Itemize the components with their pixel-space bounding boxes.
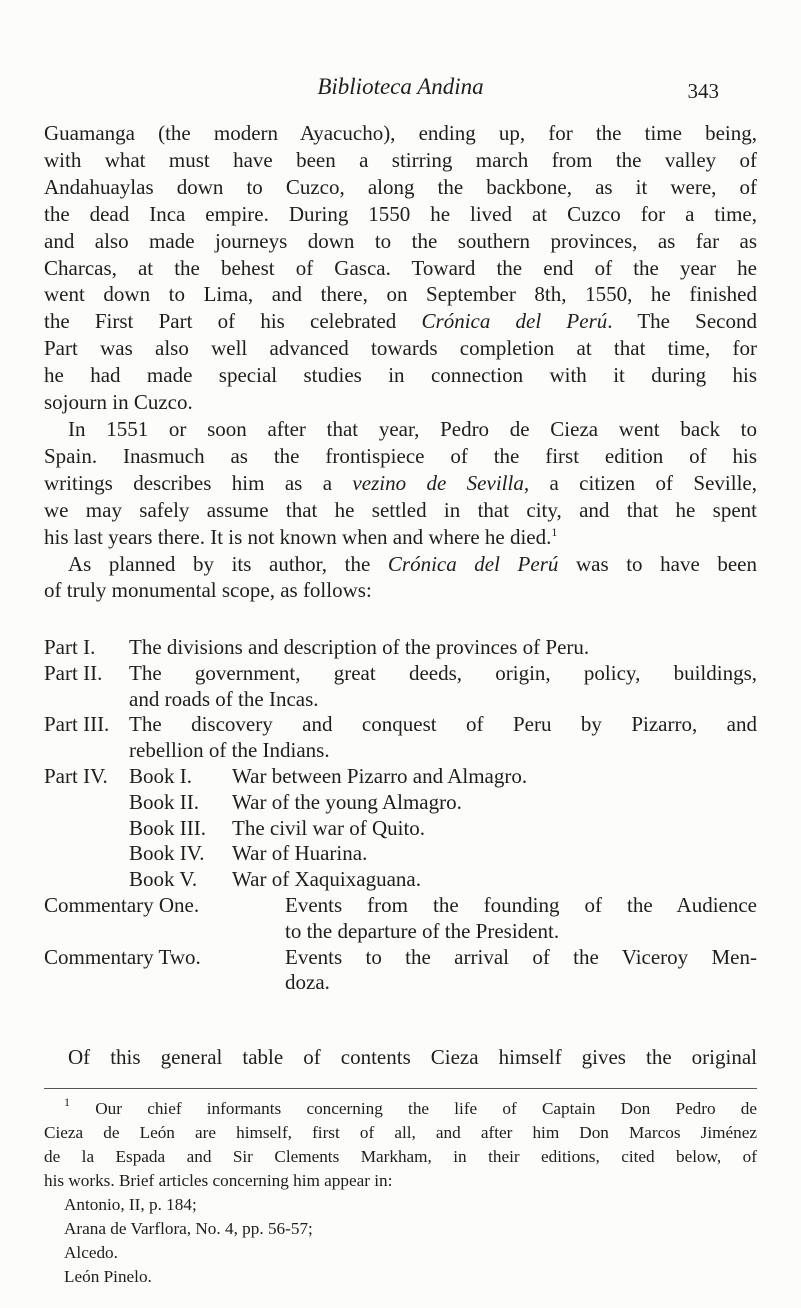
toc-entry-continuation [44, 687, 757, 713]
toc-label: Part III. [44, 712, 110, 737]
text-line: sojourn in Cuzco. [44, 390, 193, 415]
toc-text: War of the young Almagro. [232, 789, 462, 814]
text-run: . The Second [607, 309, 758, 334]
text-line: Charcas, at the behest of Gasca. Toward the end of the year he [44, 255, 757, 280]
book-title: Crónica del Perú [421, 309, 608, 334]
page-header [0, 74, 801, 104]
toc-entry [44, 764, 757, 790]
toc-text: War of Huarina. [232, 841, 368, 866]
text-line [44, 551, 757, 578]
text-line: Part was also well advanced towards completion at that time, for [44, 336, 757, 361]
running-title: Biblioteca Andina [317, 74, 484, 99]
text-run: writings describes him as a [44, 470, 353, 495]
text-run: the First Part of his celebrated [44, 309, 422, 334]
text-line: Spain. Inasmuch as the frontispiece of the first edition of his [44, 443, 757, 468]
toc-text: to the departure of the President. [285, 918, 560, 943]
text-run: a citizen of Seville, [529, 470, 758, 495]
toc-entry [44, 893, 757, 919]
text-line: we may safely assume that he settled in that city, and that he spent [44, 497, 757, 522]
toc-text: The divisions and description of the provinces of Peru. [129, 635, 590, 659]
toc-label: Part II. [44, 660, 103, 685]
text-run: was to have been [558, 551, 757, 576]
toc-entry [44, 712, 757, 738]
toc-book-label: Book IV. [129, 841, 205, 866]
paragraph [44, 416, 757, 551]
toc-text: rebellion of the Indians. [129, 738, 330, 763]
text-line: and also made journeys down to the southern provinces, as far as [44, 228, 757, 253]
footnote-list-item: Antonio, II, p. 184; [64, 1195, 197, 1214]
footnote-list-item: León Pinelo. [64, 1267, 152, 1286]
text-line: Andahuaylas down to Cuzco, along the backbone, as it were, of [44, 174, 757, 199]
toc-entry [44, 867, 757, 893]
toc-label: Commentary One. [44, 892, 200, 917]
footnote-line: Cieza de León are himself, first of all, and after him Don Marcos Jiménez [44, 1123, 757, 1142]
table-of-contents [44, 635, 757, 996]
toc-entry-continuation [44, 970, 757, 996]
text-line: Guamanga (the modern Ayacucho), ending up, for the time being, [44, 121, 757, 145]
toc-label: Part IV. [44, 763, 108, 788]
paragraph [44, 551, 757, 605]
footnote-line: his works. Brief articles concerning him appear in: [44, 1171, 393, 1190]
text-line: went down to Lima, and there, on September 8th, 1550, he finished [44, 282, 757, 307]
text-line [44, 524, 757, 551]
toc-entry [44, 790, 757, 816]
toc-book-label: Book V. [129, 867, 198, 892]
book-title: Crónica del Perú [387, 551, 559, 576]
text-line: the dead Inca empire. During 1550 he lived at Cuzco for a time, [44, 201, 757, 226]
toc-text: War of Xaquixaguana. [232, 867, 421, 892]
text-line [44, 470, 757, 497]
text-line [44, 308, 757, 335]
toc-text: doza. [285, 970, 330, 995]
toc-entry [44, 945, 757, 971]
toc-entry [44, 841, 757, 867]
footnote-list-item: Alcedo. [64, 1243, 118, 1262]
text-run: his last years there. It is not known when and where he died. [44, 524, 552, 549]
text-run: Our chief informants concerning the life of Captain Don Pedro de [95, 1099, 758, 1118]
toc-text: The discovery and conquest of Peru by Pizarro, and [129, 712, 757, 737]
text-line: he had made special studies in connection with it during his [44, 363, 757, 388]
footnote-line [44, 1097, 757, 1121]
text-line: with what must have been a stirring march from the valley of [44, 147, 757, 172]
toc-book-label: Book III. [129, 815, 206, 840]
toc-book-label: Book II. [129, 789, 199, 814]
toc-text: Events from the founding of the Audience [285, 892, 757, 917]
footnote [44, 1097, 757, 1289]
toc-entry [44, 816, 757, 842]
toc-entry [44, 661, 757, 687]
toc-label: Part I. [44, 635, 96, 659]
footnote-ref[interactable]: 1 [551, 524, 558, 539]
footnote-list-item: Arana de Varflora, No. 4, pp. 56-57; [64, 1219, 313, 1238]
closing-line: Of this general table of contents Cieza himself gives the original [68, 1045, 757, 1069]
text-line: of truly monumental scope, as follows: [44, 578, 372, 603]
text-run: As planned by its author, the [68, 551, 388, 576]
page-number: 343 [687, 79, 719, 103]
toc-book-label: Book I. [129, 763, 192, 788]
toc-label: Commentary Two. [44, 944, 201, 969]
toc-entry [44, 635, 757, 661]
toc-text: War between Pizarro and Almagro. [232, 763, 528, 788]
toc-entry-continuation [44, 919, 757, 945]
footnote-rule [44, 1088, 757, 1089]
body-text [44, 120, 757, 604]
footnote-marker: 1 [64, 1095, 70, 1109]
paragraph [44, 120, 757, 416]
toc-text: and roads of the Incas. [129, 686, 319, 711]
text-line: In 1551 or soon after that year, Pedro de Cieza went back to [68, 416, 757, 441]
italic-phrase: vezino de Sevilla, [352, 470, 530, 495]
toc-entry-continuation [44, 738, 757, 764]
toc-text: The civil war of Quito. [232, 815, 426, 840]
toc-text: Events to the arrival of the Viceroy Men- [285, 944, 757, 969]
toc-text: The government, great deeds, origin, policy, buildings, [129, 660, 757, 685]
footnote-line: de la Espada and Sir Clements Markham, in their editions, cited below, of [44, 1147, 757, 1166]
